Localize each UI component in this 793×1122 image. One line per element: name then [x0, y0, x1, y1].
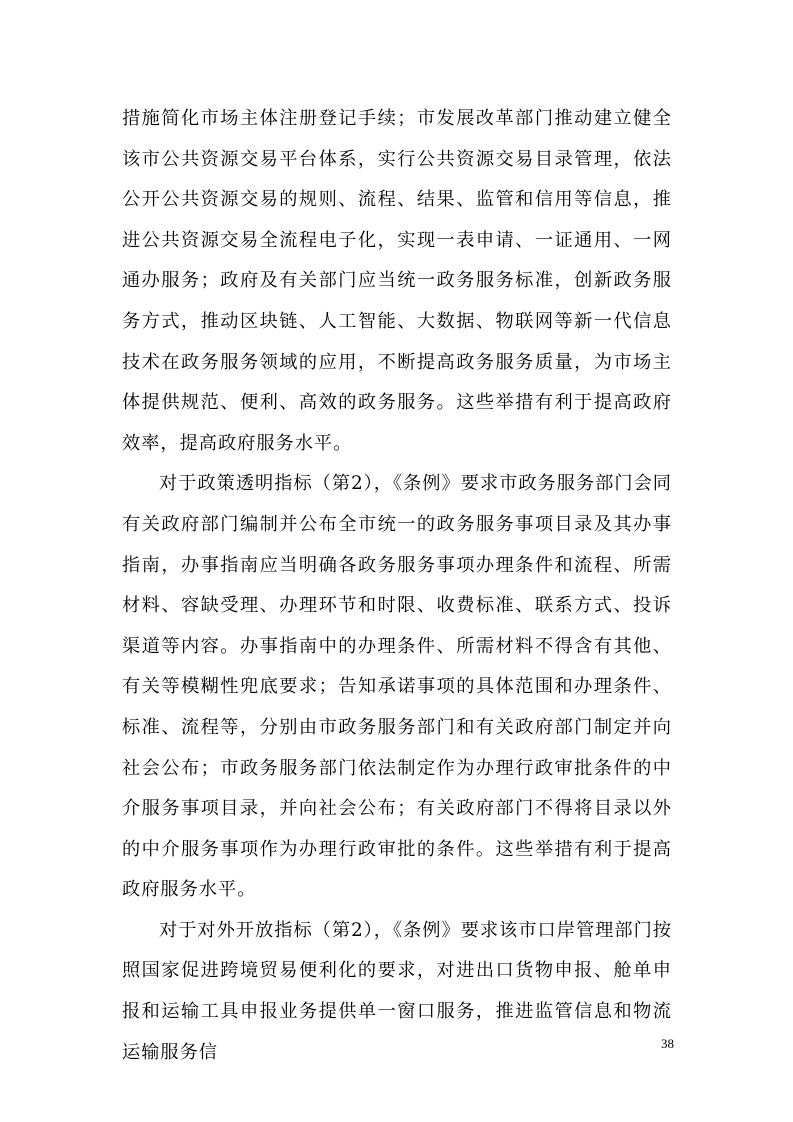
body-text: [122, 99, 672, 1073]
page-number: 38: [661, 1036, 674, 1051]
paragraph-1: 措施简化市场主体注册登记手续；市发展改革部门推动建立健全该市公共资源交易平台体系，实行公共资源交易目录管理，依法公开公共资源交易的规则、流程、结果、监管和信用等信息，推进公共资源交易全流程电子化，实现一表申请、一证通用、一网通办服务；政府及有关部门应当统一政务服务标准，创新政务服务方式，推动区块链、人工智能、大数据、物联网等新一代信息技术在政务服务领域的应用，不断提高政务服务质量，为市场主体提供规范、便利、高效的政务服务。这些举措有利于提高政府效率，提高政府服务水平。: [122, 108, 672, 454]
paragraph-3: 对于对外开放指标（第2），《条例》要求该市口岸管理部门按照国家促进跨境贸易便利化的要求，对进出口货物申报、舱单申报和运输工具申报业务提供单一窗口服务，推进监管信息和物流运输服务信: [122, 919, 672, 1063]
paragraph-2: 对于政策透明指标（第2），《条例》要求市政务服务部门会同有关政府部门编制并公布全市统一的政务服务事项目录及其办事指南，办事指南应当明确各政务服务事项办理条件和流程、所需材料、容缺受理、办理环节和时限、收费标准、联系方式、投诉渠道等内容。办事指南中的办理条件、所需材料不得含有其他、有关等模糊性兜底要求；告知承诺事项的具体范围和办理条件、标准、流程等，分别由市政务服务部门和有关政府部门制定并向社会公布；市政务服务部门依法制定作为办理行政审批条件的中介服务事项目录，并向社会公布；有关政府部门不得将目录以外的中介服务事项作为办理行政审批的条件。这些举措有利于提高政府服务水平。: [122, 473, 672, 901]
